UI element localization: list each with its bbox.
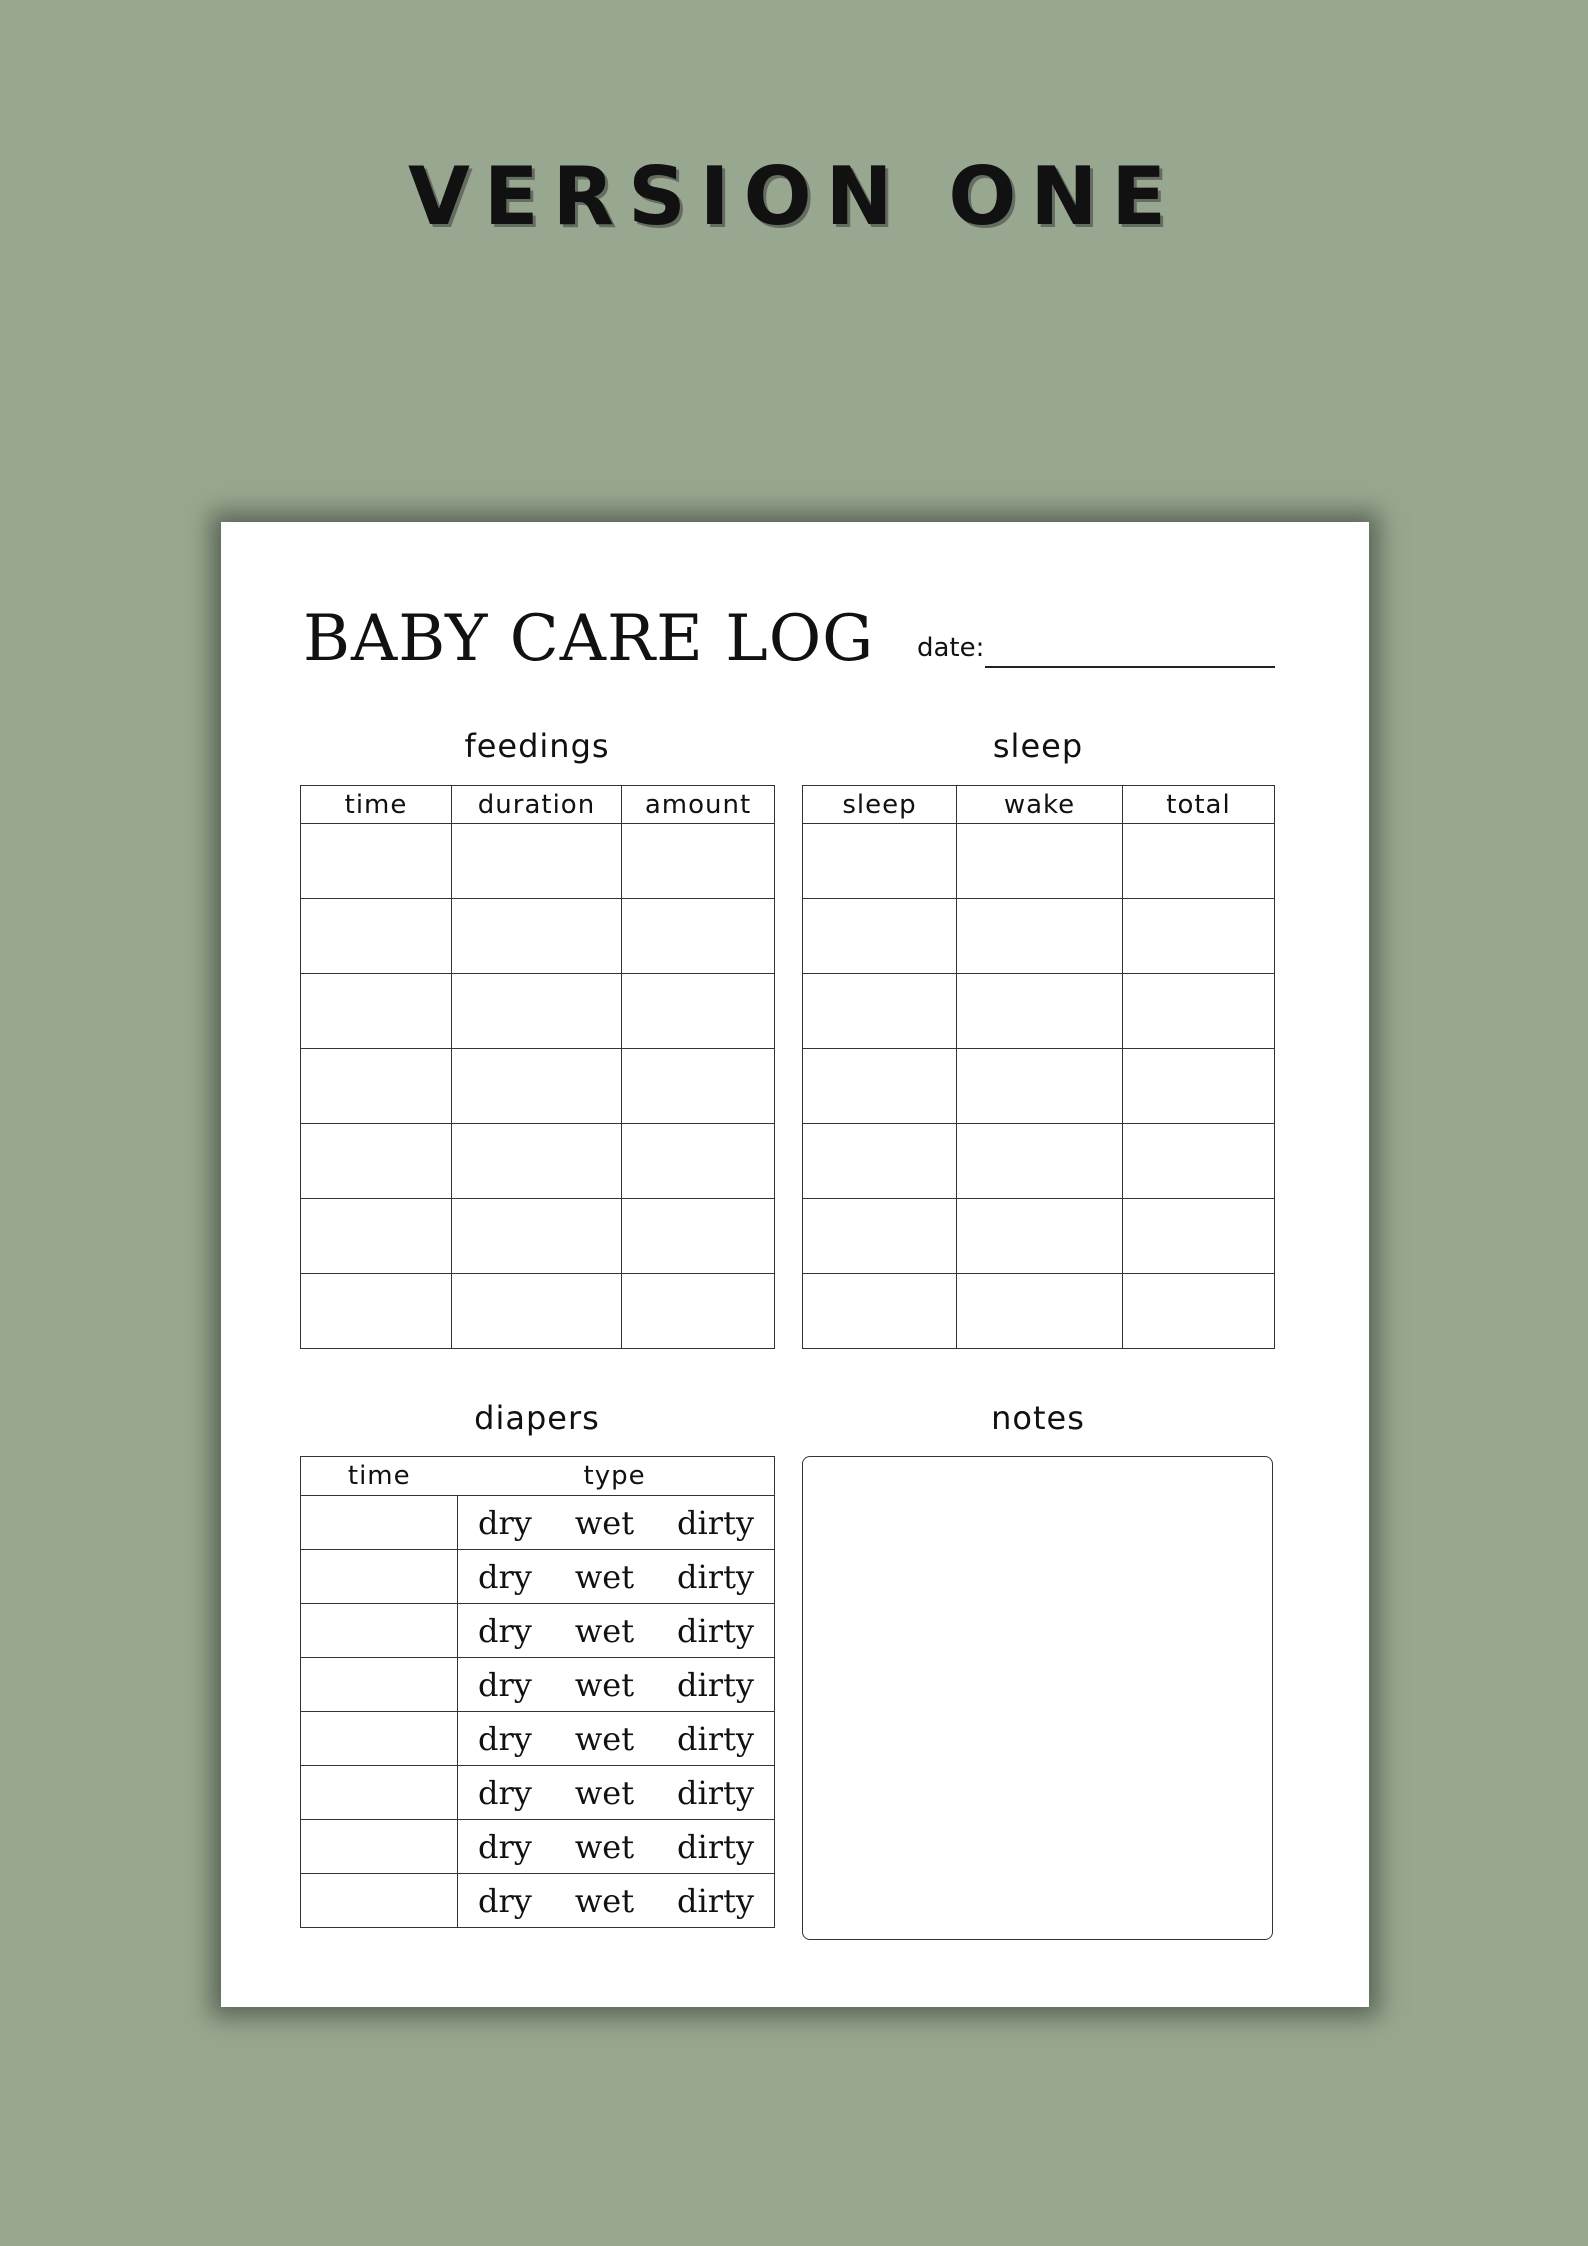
diaper-type-options bbox=[478, 1720, 754, 1758]
diaper-option-dry[interactable]: dry bbox=[478, 1557, 532, 1596]
diaper-option-wet[interactable]: wet bbox=[574, 1611, 635, 1650]
diapers-cell-time[interactable] bbox=[301, 1712, 458, 1766]
sleep-cell-wake[interactable] bbox=[957, 1274, 1123, 1349]
notes-box[interactable] bbox=[802, 1456, 1273, 1940]
diapers-row bbox=[301, 1604, 775, 1658]
sleep-title: sleep bbox=[992, 727, 1084, 765]
diaper-option-dry[interactable]: dry bbox=[478, 1827, 532, 1866]
diapers-row bbox=[301, 1712, 775, 1766]
sleep-rows bbox=[803, 824, 1275, 1349]
diapers-cell-time[interactable] bbox=[301, 1658, 458, 1712]
feedings-row bbox=[301, 1274, 775, 1349]
diaper-option-dry[interactable]: dry bbox=[478, 1503, 532, 1542]
diapers-rows bbox=[301, 1496, 775, 1928]
feedings-row bbox=[301, 1199, 775, 1274]
diaper-option-wet[interactable]: wet bbox=[574, 1881, 635, 1920]
diaper-option-dry[interactable]: dry bbox=[478, 1881, 532, 1920]
sleep-cell-wake[interactable] bbox=[957, 1199, 1123, 1274]
sleep-cell-sleep[interactable] bbox=[803, 1049, 957, 1124]
sleep-row bbox=[803, 1124, 1275, 1199]
diapers-cell-type bbox=[458, 1712, 775, 1766]
sleep-cell-sleep[interactable] bbox=[803, 1274, 957, 1349]
sleep-cell-sleep[interactable] bbox=[803, 1124, 957, 1199]
diaper-type-options bbox=[478, 1504, 754, 1542]
diaper-type-options bbox=[478, 1774, 754, 1812]
diapers-cell-type bbox=[458, 1496, 775, 1550]
feedings-cell-duration[interactable] bbox=[452, 1199, 622, 1274]
sleep-cell-wake[interactable] bbox=[957, 824, 1123, 899]
diaper-option-dirty[interactable]: dirty bbox=[677, 1881, 754, 1920]
sleep-cell-sleep[interactable] bbox=[803, 824, 957, 899]
sleep-cell-wake[interactable] bbox=[957, 1049, 1123, 1124]
diaper-option-dirty[interactable]: dirty bbox=[677, 1719, 754, 1758]
diaper-option-dirty[interactable]: dirty bbox=[677, 1503, 754, 1542]
feedings-cell-amount[interactable] bbox=[622, 1274, 775, 1349]
feedings-cell-duration[interactable] bbox=[452, 824, 622, 899]
feedings-col-amount: amount bbox=[622, 786, 775, 824]
diapers-row bbox=[301, 1874, 775, 1928]
diapers-cell-type bbox=[458, 1874, 775, 1928]
diapers-cell-time[interactable] bbox=[301, 1550, 458, 1604]
diaper-type-options bbox=[478, 1558, 754, 1596]
document-title: BABY CARE LOG bbox=[303, 602, 875, 676]
diaper-option-wet[interactable]: wet bbox=[574, 1503, 635, 1542]
diaper-type-options bbox=[478, 1666, 754, 1704]
feedings-cell-duration[interactable] bbox=[452, 1124, 622, 1199]
diapers-cell-time[interactable] bbox=[301, 1766, 458, 1820]
sleep-row bbox=[803, 1274, 1275, 1349]
feedings-cell-time[interactable] bbox=[301, 899, 452, 974]
sleep-table bbox=[802, 785, 1275, 1349]
feedings-cell-amount[interactable] bbox=[622, 899, 775, 974]
feedings-cell-time[interactable] bbox=[301, 1199, 452, 1274]
diaper-option-dirty[interactable]: dirty bbox=[677, 1773, 754, 1812]
sleep-cell-total[interactable] bbox=[1123, 1124, 1275, 1199]
diapers-table bbox=[300, 1456, 775, 1928]
feedings-row bbox=[301, 1124, 775, 1199]
diaper-option-wet[interactable]: wet bbox=[574, 1719, 635, 1758]
feedings-cell-amount[interactable] bbox=[622, 824, 775, 899]
feedings-cell-amount[interactable] bbox=[622, 1124, 775, 1199]
diaper-option-wet[interactable]: wet bbox=[574, 1827, 635, 1866]
diaper-type-options bbox=[478, 1882, 754, 1920]
feedings-title: feedings bbox=[464, 727, 610, 765]
sleep-cell-wake[interactable] bbox=[957, 899, 1123, 974]
sleep-row bbox=[803, 899, 1275, 974]
diaper-type-options bbox=[478, 1828, 754, 1866]
diaper-option-dry[interactable]: dry bbox=[478, 1611, 532, 1650]
diaper-type-options bbox=[478, 1612, 754, 1650]
feedings-cell-time[interactable] bbox=[301, 1049, 452, 1124]
diaper-option-dirty[interactable]: dirty bbox=[677, 1611, 754, 1650]
diapers-row bbox=[301, 1550, 775, 1604]
feedings-cell-duration[interactable] bbox=[452, 1274, 622, 1349]
sleep-cell-sleep[interactable] bbox=[803, 1199, 957, 1274]
sleep-col-total: total bbox=[1123, 786, 1275, 824]
diapers-row bbox=[301, 1496, 775, 1550]
diapers-cell-type bbox=[458, 1766, 775, 1820]
feedings-table bbox=[300, 785, 775, 1349]
date-field-line[interactable] bbox=[985, 666, 1275, 668]
sleep-cell-total[interactable] bbox=[1123, 899, 1275, 974]
diapers-col-time: time bbox=[301, 1457, 458, 1496]
log-sheet bbox=[221, 522, 1369, 2007]
feedings-cell-amount[interactable] bbox=[622, 974, 775, 1049]
feedings-cell-time[interactable] bbox=[301, 824, 452, 899]
diapers-cell-type bbox=[458, 1820, 775, 1874]
sleep-cell-sleep[interactable] bbox=[803, 899, 957, 974]
sleep-row bbox=[803, 824, 1275, 899]
diapers-row bbox=[301, 1820, 775, 1874]
feedings-cell-amount[interactable] bbox=[622, 1199, 775, 1274]
feedings-row bbox=[301, 1049, 775, 1124]
notes-title: notes bbox=[991, 1399, 1085, 1437]
feedings-row bbox=[301, 899, 775, 974]
diapers-cell-type bbox=[458, 1604, 775, 1658]
sleep-row bbox=[803, 1199, 1275, 1274]
sleep-cell-sleep[interactable] bbox=[803, 974, 957, 1049]
diaper-option-dry[interactable]: dry bbox=[478, 1719, 532, 1758]
diaper-option-dry[interactable]: dry bbox=[478, 1665, 532, 1704]
feedings-row bbox=[301, 824, 775, 899]
diapers-cell-time[interactable] bbox=[301, 1496, 458, 1550]
diapers-col-type: type bbox=[458, 1457, 775, 1496]
feedings-cell-duration[interactable] bbox=[452, 899, 622, 974]
diaper-option-wet[interactable]: wet bbox=[574, 1773, 635, 1812]
feedings-row bbox=[301, 974, 775, 1049]
feedings-cell-duration[interactable] bbox=[452, 974, 622, 1049]
sleep-cell-wake[interactable] bbox=[957, 1124, 1123, 1199]
sleep-cell-total[interactable] bbox=[1123, 974, 1275, 1049]
sleep-cell-total[interactable] bbox=[1123, 1274, 1275, 1349]
diapers-title: diapers bbox=[474, 1399, 600, 1437]
feedings-cell-time[interactable] bbox=[301, 974, 452, 1049]
sleep-row bbox=[803, 1049, 1275, 1124]
date-label: date: bbox=[917, 633, 985, 663]
feedings-col-duration: duration bbox=[452, 786, 622, 824]
feedings-cell-amount[interactable] bbox=[622, 1049, 775, 1124]
sleep-cell-total[interactable] bbox=[1123, 824, 1275, 899]
sleep-cell-wake[interactable] bbox=[957, 974, 1123, 1049]
feedings-rows bbox=[301, 824, 775, 1349]
diaper-option-dirty[interactable]: dirty bbox=[677, 1665, 754, 1704]
diapers-row bbox=[301, 1766, 775, 1820]
feedings-col-time: time bbox=[301, 786, 452, 824]
diaper-option-wet[interactable]: wet bbox=[574, 1665, 635, 1704]
diapers-cell-time[interactable] bbox=[301, 1604, 458, 1658]
sleep-cell-total[interactable] bbox=[1123, 1199, 1275, 1274]
sleep-row bbox=[803, 974, 1275, 1049]
diapers-row bbox=[301, 1658, 775, 1712]
sleep-col-sleep: sleep bbox=[803, 786, 957, 824]
banner-title: VERSION ONE bbox=[408, 150, 1180, 243]
feedings-cell-time[interactable] bbox=[301, 1124, 452, 1199]
diaper-option-wet[interactable]: wet bbox=[574, 1557, 635, 1596]
diapers-cell-type bbox=[458, 1550, 775, 1604]
diaper-option-dirty[interactable]: dirty bbox=[677, 1557, 754, 1596]
diapers-cell-time[interactable] bbox=[301, 1820, 458, 1874]
diapers-cell-time[interactable] bbox=[301, 1874, 458, 1928]
feedings-cell-duration[interactable] bbox=[452, 1049, 622, 1124]
diaper-option-dry[interactable]: dry bbox=[478, 1773, 532, 1812]
sleep-col-wake: wake bbox=[957, 786, 1123, 824]
feedings-cell-time[interactable] bbox=[301, 1274, 452, 1349]
diapers-cell-type bbox=[458, 1658, 775, 1712]
sleep-cell-total[interactable] bbox=[1123, 1049, 1275, 1124]
diaper-option-dirty[interactable]: dirty bbox=[677, 1827, 754, 1866]
